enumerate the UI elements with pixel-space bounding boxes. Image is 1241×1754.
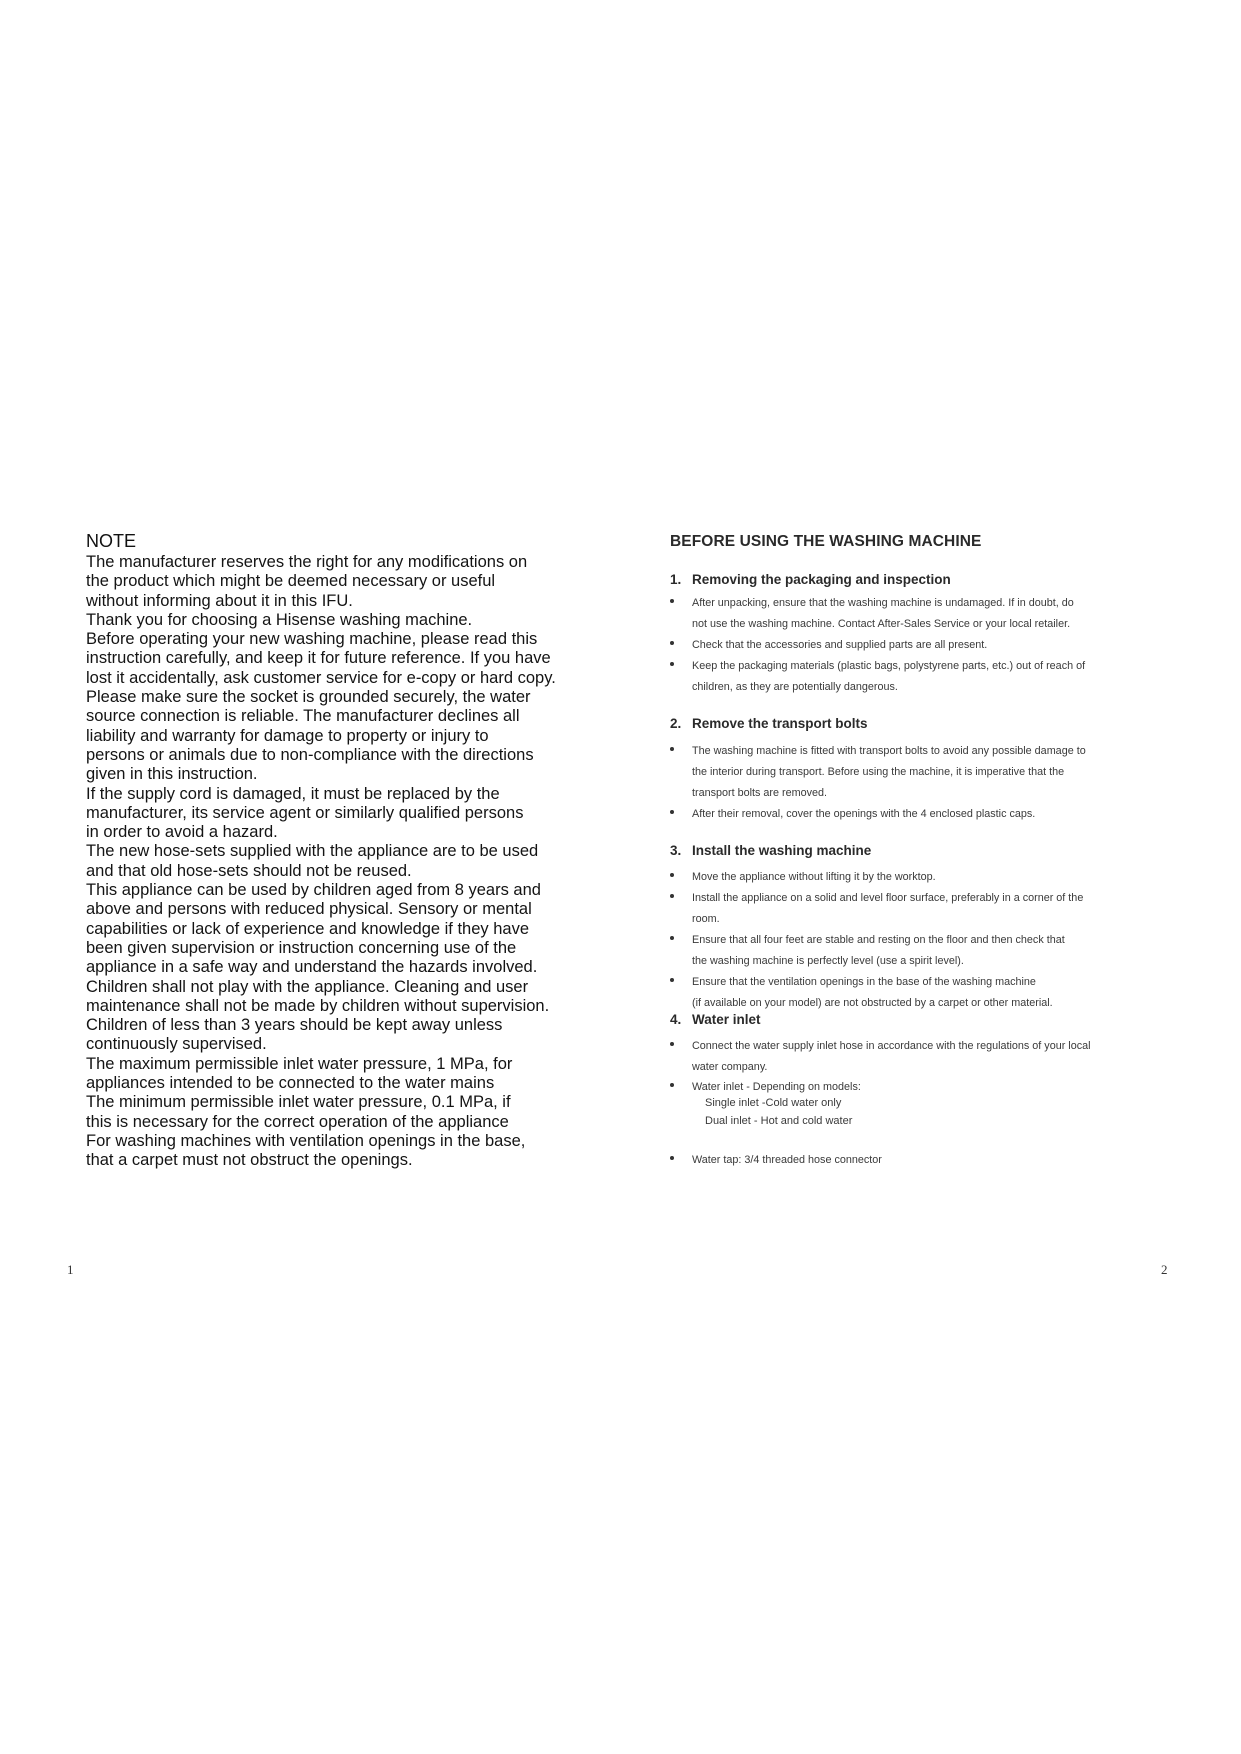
bullet-dot-icon — [670, 641, 674, 645]
note-line: The minimum permissible inlet water pressure, 0.1 MPa, if — [86, 1093, 511, 1112]
note-line: source connection is reliable. The manufacturer declines all — [86, 707, 520, 726]
bullet-line: room. — [692, 913, 720, 925]
note-line: liability and warranty for damage to property or injury to — [86, 726, 489, 745]
note-line: The maximum permissible inlet water pressure, 1 MPa, for — [86, 1054, 513, 1073]
bullet-line: After unpacking, ensure that the washing machine is undamaged. If in doubt, do — [692, 597, 1074, 609]
bullet-dot-icon — [670, 599, 674, 603]
bullet-dot-icon — [670, 1156, 674, 1160]
note-line: Children of less than 3 years should be kept away unless — [86, 1016, 503, 1035]
note-line: Before operating your new washing machine, please read this — [86, 630, 538, 649]
bullet-line: children, as they are potentially dangerous. — [692, 681, 898, 693]
bullet-line: After their removal, cover the openings with the 4 enclosed plastic caps. — [692, 808, 1036, 820]
bullet-dot-icon — [670, 873, 674, 877]
sub-item-single-inlet: Single inlet -Cold water only — [705, 1097, 842, 1109]
note-line: this is necessary for the correct operation of the appliance — [86, 1112, 509, 1131]
note-line: Please make sure the socket is grounded securely, the water — [86, 688, 531, 707]
section-number: 1. — [670, 572, 682, 587]
bullet-line: Install the appliance on a solid and level floor surface, preferably in a corner of the — [692, 892, 1084, 904]
note-line: maintenance shall not be made by children without supervision. — [86, 996, 550, 1015]
bullet-line: Move the appliance without lifting it by the worktop. — [692, 871, 936, 883]
bullet-dot-icon — [670, 747, 674, 751]
section-heading-3 — [670, 843, 871, 858]
note-line: that a carpet must not obstruct the openings. — [86, 1151, 413, 1170]
bullet-line: The washing machine is fitted with transport bolts to avoid any possible damage to — [692, 745, 1086, 757]
bullet-line: the washing machine is perfectly level (use a spirit level). — [692, 955, 964, 967]
note-line: manufacturer, its service agent or similarly qualified persons — [86, 803, 524, 822]
section-heading-text: Remove the transport bolts — [692, 716, 868, 731]
section-heading-text: Install the washing machine — [692, 843, 872, 858]
note-line: The manufacturer reserves the right for any modifications on — [86, 553, 528, 571]
section-number: 3. — [670, 843, 682, 858]
page-number-left: 1 — [67, 1262, 74, 1277]
bullet-dot-icon — [670, 662, 674, 666]
note-line: in order to avoid a hazard. — [86, 823, 278, 842]
bullet-line: transport bolts are removed. — [692, 787, 828, 799]
bullet-dot-icon — [670, 810, 674, 814]
note-line: Thank you for choosing a Hisense washing machine. — [86, 610, 473, 629]
bullet-line: (if available on your model) are not obstructed by a carpet or other material. — [692, 997, 1053, 1009]
note-line: capabilities or lack of experience and knowledge if they have — [86, 919, 530, 938]
bullet-line: Check that the accessories and supplied parts are all present. — [692, 639, 988, 651]
bullet-dot-icon — [670, 894, 674, 898]
bullet-dot-icon — [670, 978, 674, 982]
section-title: BEFORE USING THE WASHING MACHINE — [670, 533, 982, 550]
bullet-dot-icon — [670, 1042, 674, 1046]
note-line: For washing machines with ventilation openings in the base, — [86, 1131, 526, 1150]
note-line: continuously supervised. — [86, 1035, 267, 1054]
bullet-line: Ensure that all four feet are stable and resting on the floor and then check that — [692, 934, 1065, 946]
section-number: 2. — [670, 716, 682, 731]
bullet-line: water company. — [692, 1061, 768, 1073]
note-line: given in this instruction. — [86, 765, 258, 784]
note-line: been given supervision or instruction concerning use of the — [86, 938, 517, 957]
note-line: and that old hose-sets should not be reused. — [86, 861, 412, 880]
note-line: persons or animals due to non-compliance with the directions — [86, 745, 534, 764]
note-line: This appliance can be used by children aged from 8 years and — [86, 881, 541, 900]
note-title: NOTE — [86, 531, 137, 551]
section-heading-4 — [670, 1012, 761, 1027]
section-heading-text: Water inlet — [692, 1012, 761, 1027]
section-heading-text: Removing the packaging and inspection — [692, 572, 951, 587]
note-line: appliance in a safe way and understand the hazards involved. — [86, 958, 538, 977]
note-line: If the supply cord is damaged, it must be replaced by the — [86, 784, 500, 803]
bullet-line: Water inlet - Depending on models: — [692, 1081, 861, 1093]
bullet-dot-icon — [670, 1083, 674, 1087]
bullet-line: Ensure that the ventilation openings in the base of the washing machine — [692, 976, 1036, 988]
note-line: lost it accidentally, ask customer service for e-copy or hard copy. — [86, 668, 556, 687]
note-line: without informing about it in this IFU. — [86, 591, 353, 610]
note-line: Children shall not play with the appliance. Cleaning and user — [86, 977, 529, 996]
note-line: above and persons with reduced physical. Sensory or mental — [86, 900, 532, 919]
bullet-line: Connect the water supply inlet hose in accordance with the regulations of your local — [692, 1040, 1091, 1052]
note-line: The new hose-sets supplied with the appliance are to be used — [86, 842, 539, 861]
note-line: appliances intended to be connected to the water mains — [86, 1074, 495, 1093]
note-line: the product which might be deemed necessary or useful — [86, 572, 496, 591]
bullet-line: Keep the packaging materials (plastic bags, polystyrene parts, etc.) out of reach of — [692, 660, 1086, 672]
note-body — [86, 553, 626, 1171]
sub-item-dual-inlet: Dual inlet - Hot and cold water — [705, 1115, 853, 1127]
note-line: instruction carefully, and keep it for future reference. If you have — [86, 649, 551, 668]
bullet-line: Water tap: 3/4 threaded hose connector — [692, 1154, 882, 1166]
section-heading-1 — [670, 572, 951, 587]
page-number-right: 2 — [1161, 1262, 1168, 1277]
bullet-dot-icon — [670, 936, 674, 940]
bullet-line: not use the washing machine. Contact After-Sales Service or your local retailer. — [692, 618, 1071, 630]
bullet-line: the interior during transport. Before using the machine, it is imperative that the — [692, 766, 1065, 778]
section-number: 4. — [670, 1012, 682, 1027]
section-heading-2 — [670, 716, 868, 731]
